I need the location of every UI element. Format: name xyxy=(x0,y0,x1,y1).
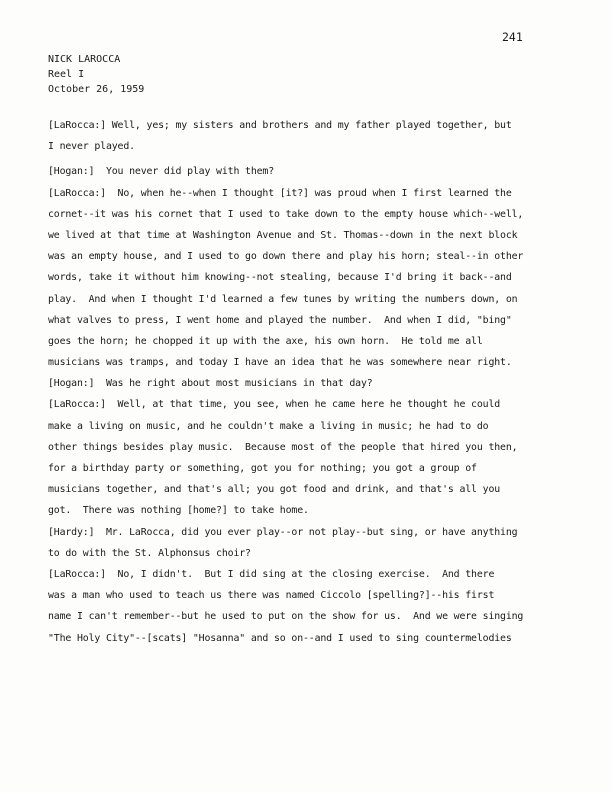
transcript-line: name I can't remember--but he used to put on the show for us. And we were singing xyxy=(48,611,524,623)
transcript-line: goes the horn; he chopped it up with the axe, his own horn. He told me all xyxy=(48,335,483,347)
transcript-line: for a birthday party or something, got you for nothing; you got a group of xyxy=(48,463,477,474)
transcript-line: we lived at that time at Washington Avenue and St. Thomas--down in the next block xyxy=(48,229,518,241)
page-number: 241 xyxy=(502,30,523,44)
transcript-body xyxy=(48,118,600,652)
transcript-line: [LaRocca:] No, when he--when I thought [it?] was proud when I first learned the xyxy=(48,187,512,199)
transcript-line: other things besides play music. Because most of the people that hired you then, xyxy=(48,441,518,453)
transcript-line: was a man who used to teach us there was named Ciccolo [spelling?]--his first xyxy=(48,590,495,602)
transcript-line: [Hogan:] Was he right about most musicians in that day? xyxy=(48,378,373,390)
transcript-line: I never played. xyxy=(48,141,135,153)
interviewee-name: NICK LAROCCA xyxy=(48,54,121,65)
transcript-line: [Hogan:] You never did play with them? xyxy=(48,166,275,178)
interview-date: October 26, 1959 xyxy=(48,84,145,95)
transcript-line: musicians together, and that's all; you got food and drink, and that's all you xyxy=(48,484,501,496)
transcript-line: to do with the St. Alphonsus choir? xyxy=(48,547,251,559)
transcript-line: cornet--it was his cornet that I used to take down to the empty house which--well, xyxy=(48,208,524,220)
transcript-line: what valves to press, I went home and played the number. And when I did, "bing" xyxy=(48,314,512,326)
transcript-line: [LaRocca:] Well, yes; my sisters and brothers and my father played together, but xyxy=(48,120,512,131)
transcript-line: [LaRocca:] Well, at that time, you see, when he came here he thought he could xyxy=(48,399,501,411)
transcript-line: play. And when I thought I'd learned a few tunes by writing the numbers down, on xyxy=(48,293,518,305)
transcript-line: "The Holy City"--[scats] "Hosanna" and so on--and I used to sing countermelodies xyxy=(48,632,512,644)
transcript-line: musicians was tramps, and today I have an idea that he was somewhere near right. xyxy=(48,357,512,369)
transcript-line: [Hardy:] Mr. LaRocca, did you ever play--or not play--but sing, or have anything xyxy=(48,526,518,538)
transcript-line: make a living on music, and he couldn't make a living in music; he had to do xyxy=(48,420,489,432)
transcript-line: got. There was nothing [home?] to take home. xyxy=(48,505,309,517)
reel-label: Reel I xyxy=(48,69,85,80)
transcript-line: words, take it without him knowing--not stealing, because I'd bring it back--and xyxy=(48,272,512,284)
transcript-line: was an empty house, and I used to go down there and play his horn; steal--in other xyxy=(48,251,524,263)
transcript-line: [LaRocca:] No, I didn't. But I did sing at the closing exercise. And there xyxy=(48,568,495,580)
transcript-header xyxy=(48,52,144,97)
